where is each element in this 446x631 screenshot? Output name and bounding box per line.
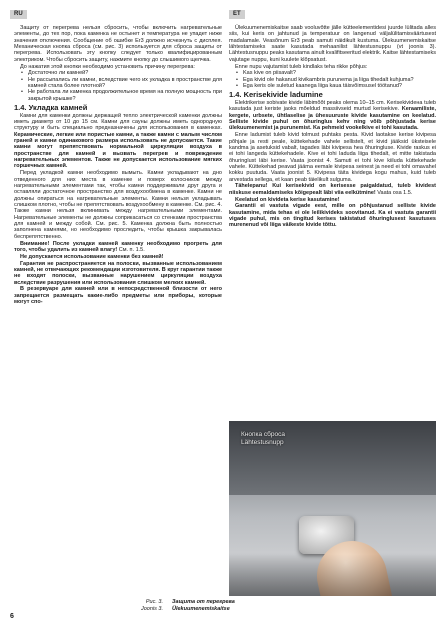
figure-title-ru: Защита от перегрева (172, 599, 235, 605)
checklist (14, 70, 222, 102)
warning-paragraph: Не допускается использование каменки без камней! (20, 253, 164, 260)
reset-button-photo (229, 421, 436, 596)
page-number: 6 (10, 613, 14, 620)
list-item: • Kas kive on piisavalt? (243, 70, 436, 76)
photo-shadow (229, 554, 436, 596)
figure-title-et: Ülekuumenemiskaitse (172, 605, 230, 612)
warranty-paragraph: Garantii ei vastuta vigade eest, mille on põhjustanud selliste kivide kasutamine, mida tehas ei ole leilikivideks soovitanud. Ka ei vastuta garantii vigade puhul, mis on tingitud kerises takistatud õhuringlusest kasutuses murenenud või liiga väikeste kivide tõttu. (229, 203, 436, 229)
warning-text: Kui kerisekivid on kerisesse paigaldatud, tuleb kividest niiskuse eemaldamiseks kõigepealt läbi viia eelkütmine! (229, 183, 436, 196)
warning-text: Внимание! После укладки камней каменку необходимо прогреть для того, чтобы удалить из камней влагу! (14, 240, 222, 253)
list-item: • Достаточно ли камней? (28, 70, 222, 76)
list-item: • Egа kivid ole hakanud kivikambris purunema ja liiga tihedalt kuhjuma? (243, 77, 436, 83)
paragraph: Enne ladumist tuleb kivid tolmust puhtaks pesta. Kivid laotakse kerise kivipesa põhjale ja resti peale, küttekehade vahele sellistelt, et kivid jääksid üksteisele kandma ja asetuksid vabalt, tagades läbi kivipesa hea õhuringluse. Kivide raskus ei ei tohi langeda küttekehadele. Kive ei tohi laduda liiga tihedalt, et mitte takistada õhuringlust läbi kerise. Vaata joonist 4. Samuti ei tohi kive kiiluda küttekehade vahele. Küttekehad peavad jääma eemale kivipesa seinest ja need ei tohi omavahel kokku puutuda. Vaata joonist 5. Kivipesa täita kividega kogu mahus, kuid tuleb arvestada sellega, et kaan peab täielikult sulguma. (229, 132, 436, 183)
paragraph (229, 183, 436, 196)
russian-text-column (14, 25, 222, 306)
paragraph-text: Vaata osa 1.5. (375, 189, 413, 196)
paragraph: Перед укладкой камни необходимо вымыть. Камни укладывают на дно отведенного для них места в каменке и поверх колосников между нагревательными элементами так, чтобы камни поддерживали друг друга и оставляли достаточное пространство для воздухообмена в каменке. Камни не должны опираться на нагревательные элементы. Камни нельзя укладывать слишком плотно, чтобы не препятствовать воздухообмену в каменке. См. рис. 4. Также камни нельзя вклинивать между нагревательными элементами. Нагревательные элементы не должны соприкасаться со стенками пространства для камней и между собой. См. рис. 5. Каменка должна быть полностью заполнена камнями, но необходимо проследить, чтобы крышка закрывалась беспрепятственно. (14, 170, 222, 240)
photo-label-ru: Кнопка сброса (241, 431, 285, 438)
paragraph: Enne nupu vajutamist tuleb kindlaks teha rikke põhjus: (235, 63, 368, 70)
section-heading: 1.4. Укладка камней (14, 103, 88, 113)
list-item: • Не работала ли каменка продолжительное время на полную мощность при закрытой крышке? (28, 89, 222, 102)
photo-label-et: Lähtestusnupp (241, 439, 284, 446)
attention-label: Tähelepanu! (235, 183, 268, 190)
photo-label (241, 431, 285, 447)
figure-number-ru: Рис. 3. (145, 599, 163, 605)
language-tag-et: ET (229, 10, 245, 19)
paragraph: Ülekuumenemiskaitse saab vooluvõtte jälle kütteelementidesi juurde lülitada alles siis, kui keris on jahtunud ja temperatuur on langenud väljalülitamisväärtusest madalamale. Veasõnum Er3 peab samuti näidikult kustuma. Ülekuumenemiskaitse lähtestamiseks saate kasutada mehaanilist lähtestusnuppu (vt joonis 3). Lähtestusnuppu peaks kasutama ainult kvalifitseeritud elektrik. Kaitse lähtestamiseks vajutage nuppu, kuni kuulete klõpsatust. (229, 25, 436, 63)
paragraph-bold-text: Керамические, легкие или пористые камни, а также камни с малым числом граней и камни одинакового размера использовать не допускается. Такие камни могут препятствовать нормальной циркуляции воздуха в пространстве для камней и вызвать перегрев и повреждение нагревательных элементов. Также не допускается использование мягких горшечных камней. (14, 131, 222, 170)
section-heading: 1.4. Kerisekivide ladumine (229, 90, 323, 100)
paragraph (229, 100, 436, 132)
figure-number-et: Joonis 3. (140, 605, 163, 612)
paragraph-bold-text: Keraamiliste, kergete, urbsete, ühtlaselise ja ühesuuruste kivide kasutamine on keelatud. Selliste kivide puhul on õhuringlus kehv ning võib põhjustada kerise ülekuumenemist ja purunemist. Ka pehmeid vookelkive ei tohi kasutada. (229, 106, 436, 132)
estonian-text-column (229, 25, 436, 229)
paragraph (14, 241, 222, 254)
paragraph-text: Камни для каменки должны держащей тепло электрической каменки должны иметь диаметр от 10 до 15 см. Камни для сауны должны иметь однородную структуру и быть специально предназначены для использования в каменках. (14, 112, 222, 132)
paragraph-text: Elektrikerise sobivate kivide läbimõõt peaks olema 10–15 cm. Kerisekivideна tuleb kasutada just keriste jaoks mõeldud massiivseid murtud kerisekive. (229, 99, 436, 113)
figure-caption-number (118, 599, 163, 612)
paragraph: До нажатия этой кнопки необходимо установить причину перегрева: (20, 63, 195, 70)
paragraph: Защиту от перегрева нельзя сбросить, чтобы включить нагревательные элементы, до тех пор, пока каменка не остынет и температура не упадет ниже значения отключения. Сообщение об ошибке Er3 должно исчезнуть с дисплея. Механическая кнопка сброса (см. рис. 3) используется для сброса защиты от перегрева. Использовать эту кнопку следует только квалифицированным электриком. Чтобы сбросить защиту, нажмите кнопку до слышимого щелчка. (14, 25, 222, 63)
language-tag-ru: RU (10, 10, 27, 19)
list-item: • Ega keris ole suletud kaanega liiga kaua täisvõimsusel töötanud? (243, 83, 436, 89)
checklist (229, 70, 436, 89)
warning-paragraph: В резервуаре для камней или в непосредственной близости от него запрещается размещать какие-либо предметы или приборы, которые могут спо- (14, 286, 222, 306)
list-item: • Не рассыпались ли камни, вследствие чего их укладка в пространстве для камней стала более плотной? (28, 77, 222, 90)
paragraph-text: См. п. 1.5. (117, 246, 145, 253)
figure-caption-text (172, 599, 272, 612)
paragraph (14, 113, 222, 170)
warranty-paragraph: Гарантия не распространяется на полоски, вызванные использованием камней, не отвечающих рекомендации изготовителя. В круг гарантии также не входят полоски, вызванные нарушением циркуляции воздуха вследствие разрушения или использования слишком мелких камней. (14, 260, 222, 286)
warning-paragraph: Keelatud on kivideta kerise kasutamine! (235, 196, 340, 203)
